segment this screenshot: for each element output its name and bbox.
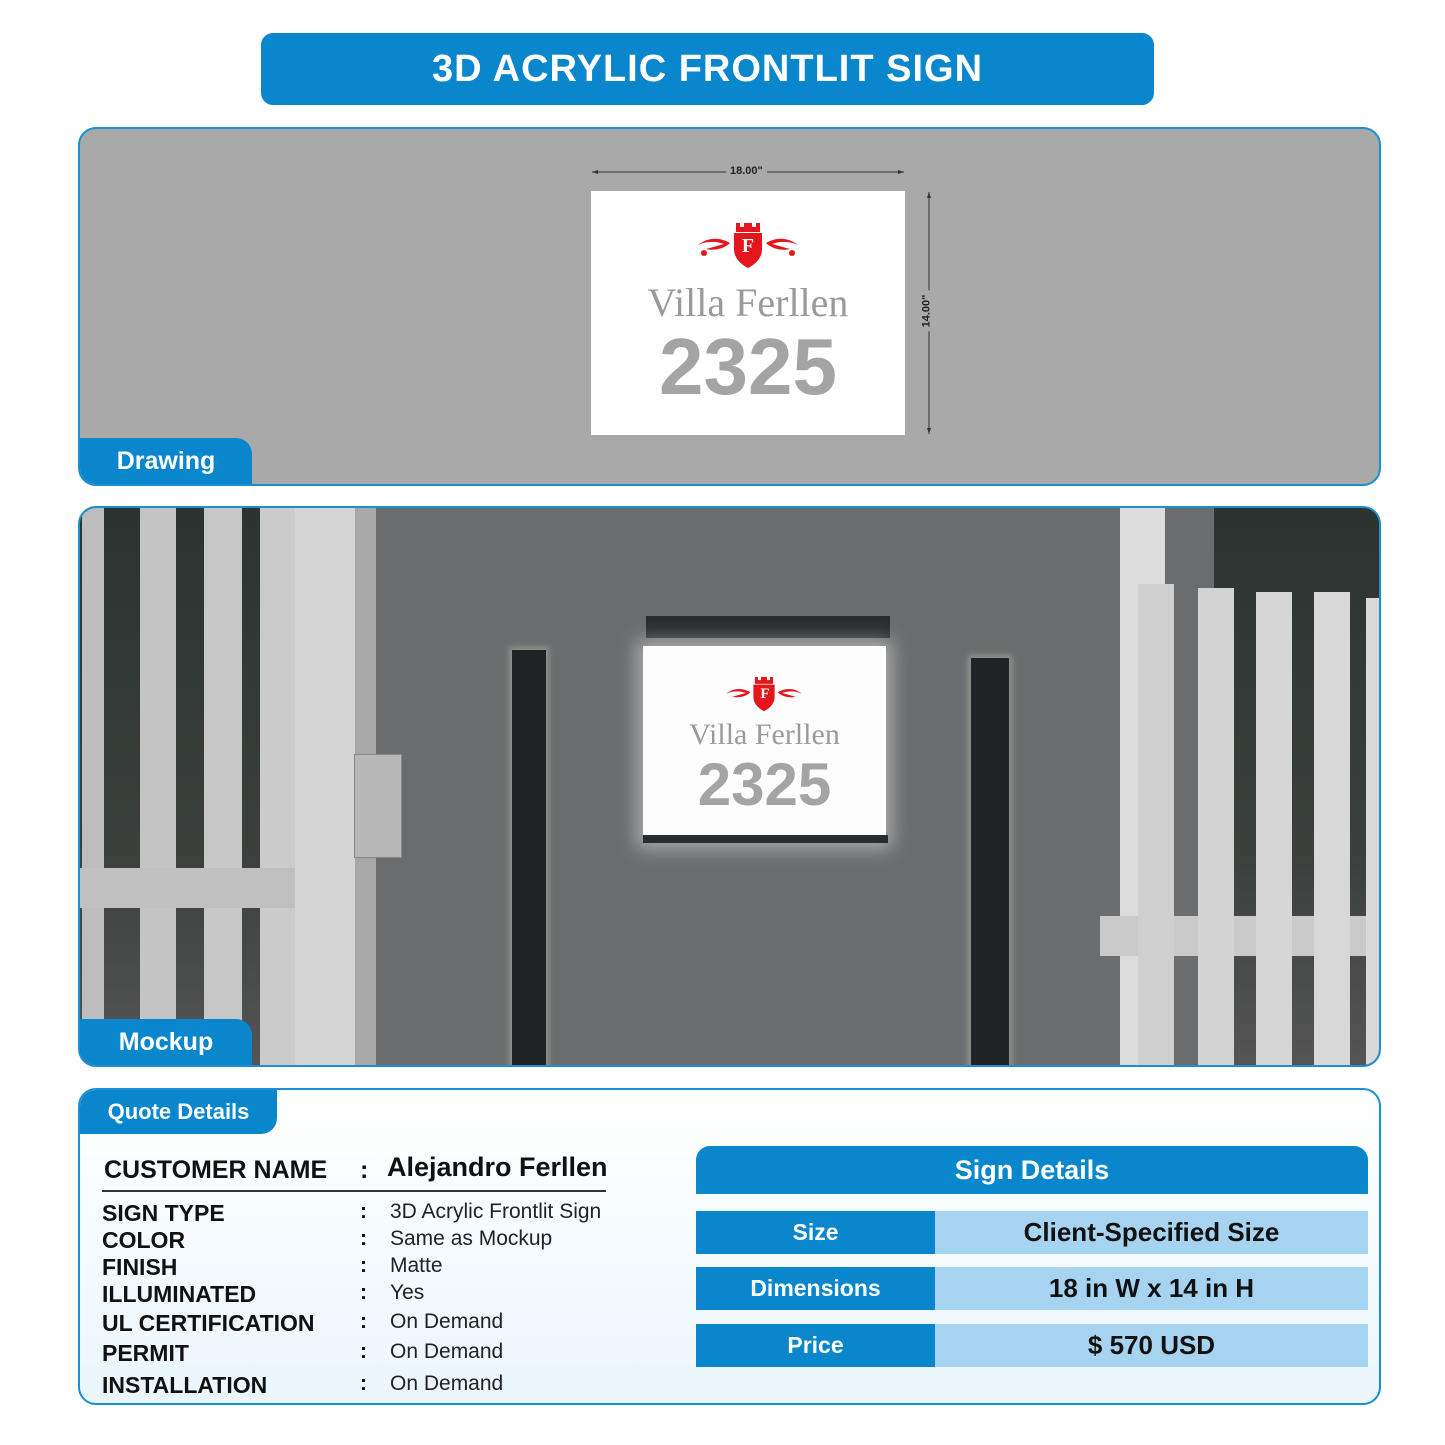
spec-colon: : [360,1227,367,1250]
sign-details-row-price [696,1324,1368,1367]
sign-details-row-size [696,1211,1368,1254]
sign-number-text: 2325 [659,322,837,411]
quote-tab: Quote Details [80,1090,277,1134]
spec-label: SIGN TYPE [102,1200,225,1226]
spec-value: 3D Acrylic Frontlit Sign [390,1200,602,1223]
spec-colon: : [360,1200,367,1223]
mockup-panel [78,506,1381,1067]
spec-value: On Demand [390,1372,504,1395]
drawing-tab: Drawing [80,438,252,484]
spec-colon: : [360,1281,367,1304]
spec-value: Matte [390,1254,443,1277]
fence-slat [1138,584,1174,1067]
sign-name-text: Villa Ferllen [689,718,840,751]
drawing-panel [78,127,1381,486]
spec-row-installation [102,1372,662,1399]
customer-name-colon: : [360,1156,369,1184]
sign-details-value: $ 570 USD [935,1324,1368,1367]
customer-name-value: Alejandro Ferllen [387,1152,608,1182]
sign-details-key: Size [696,1211,935,1254]
gate-post [295,508,355,1067]
spec-label: INSTALLATION [102,1372,268,1398]
width-dimension-label: 18.00" [726,165,767,177]
spec-value: Same as Mockup [390,1227,553,1250]
customer-name-label: CUSTOMER NAME [104,1156,328,1184]
spec-label: FINISH [102,1254,178,1280]
sign-details-key: Price [696,1324,935,1367]
spec-row-illuminated [102,1281,662,1308]
fence-rail [80,868,310,908]
crest-letter: F [741,235,755,257]
height-dimension-label: 14.00" [920,291,932,332]
fence-slat [1256,592,1292,1067]
sign-details-key: Dimensions [696,1267,935,1310]
spec-colon: : [360,1372,367,1395]
fence-slat [1198,588,1234,1067]
fence-slat [260,508,300,1067]
spec-value: On Demand [390,1340,504,1363]
spec-value: On Demand [390,1310,504,1333]
spec-colon: : [360,1310,367,1333]
spec-label: UL CERTIFICATION [102,1310,315,1336]
sign-frame-top [646,616,890,638]
spec-value: Yes [390,1281,425,1304]
fence-slat [1314,592,1350,1067]
sign-details-header: Sign Details [696,1146,1368,1194]
sign-name-text: Villa Ferllen [647,280,849,325]
sign-frame-bottom [643,835,888,843]
hinge [354,754,402,858]
spec-row-color [102,1227,662,1254]
spec-label: PERMIT [102,1340,189,1366]
sign-details-row-dimensions [696,1267,1368,1310]
fence-slat [82,508,104,1067]
page-title: 3D ACRYLIC FRONTLIT SIGN [261,33,1154,105]
spec-row-ul-certification [102,1310,662,1337]
post-light-left [512,650,546,1067]
post-light-right [971,658,1009,1067]
fence-slat [1366,598,1381,1067]
fence-slat [204,508,242,1067]
sign-number-text: 2325 [697,751,832,818]
sign-details-value: 18 in W x 14 in H [935,1267,1368,1310]
customer-name-underline [102,1190,606,1192]
spec-row-sign-type [102,1200,662,1227]
sign-drawing [591,191,905,435]
quote-panel [78,1088,1381,1405]
mockup-tab: Mockup [80,1019,252,1065]
spec-row-finish [102,1254,662,1281]
lit-sign [643,646,886,842]
spec-colon: : [360,1254,367,1277]
spec-label: ILLUMINATED [102,1281,257,1307]
spec-row-permit [102,1340,662,1367]
sign-details-value: Client-Specified Size [935,1211,1368,1254]
crest-letter: F [760,686,770,702]
spec-label: COLOR [102,1227,186,1253]
spec-colon: : [360,1340,367,1363]
fence-slat [140,508,176,1067]
